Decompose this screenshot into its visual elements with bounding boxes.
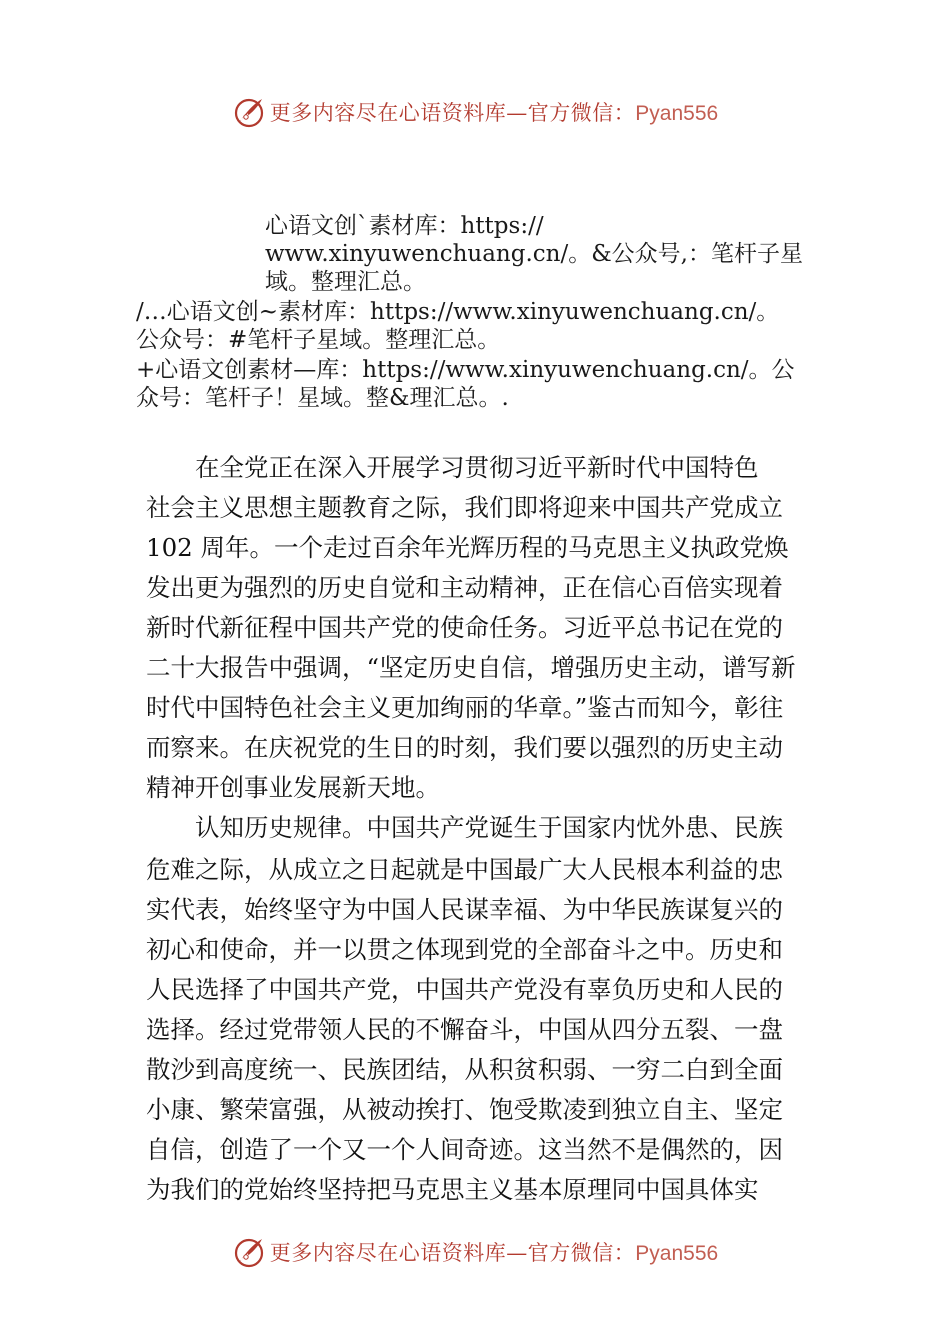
banner-text — [270, 1237, 718, 1267]
paragraph-1-line: 发出更为强烈的历史自觉和主动精神，正在信心百倍实现着 — [146, 573, 783, 602]
quill-logo-icon — [232, 95, 266, 129]
paragraph-2-line: 危难之际，从成立之日起就是中国最广大人民根本利益的忠 — [146, 855, 783, 884]
paragraph-1-line: 精神开创事业发展新天地。 — [146, 773, 440, 802]
banner-label: 更多内容尽在心语资料库—官方微信： — [269, 101, 636, 125]
paragraph-1-line: 新时代新征程中国共产党的使命任务。习近平总书记在党的 — [146, 613, 783, 642]
paragraph-2-line: 为我们的党始终坚持把马克思主义基本原理同中国具体实 — [146, 1175, 759, 1204]
watermark-line: 域。整理汇总。 — [265, 269, 426, 295]
paragraph-1-line: 时代中国特色社会主义更加绚丽的华章。”鉴古而知今，彰往 — [146, 693, 784, 722]
paragraph-2-line: 小康、繁荣富强，从被动挨打、饱受欺凌到独立自主、坚定 — [146, 1095, 783, 1124]
paragraph-2-line: 实代表，始终坚守为中国人民谋幸福、为中华民族谋复兴的 — [146, 895, 783, 924]
paragraph-2-line: 认知历史规律。中国共产党诞生于国家内忧外患、民族 — [146, 813, 783, 842]
paragraph-2-line: 人民选择了中国共产党，中国共产党没有辜负历史和人民的 — [146, 975, 783, 1004]
watermark-line: 公众号：#笔杆子星域。整理汇总。 — [136, 327, 501, 353]
paragraph-2-line: 选择。经过党带领人民的不懈奋斗，中国从四分五裂、一盘 — [146, 1015, 783, 1044]
header-banner — [0, 92, 950, 132]
footer-banner — [0, 1232, 950, 1272]
paragraph-1-line: 102 周年。一个走过百余年光辉历程的马克思主义执政党焕 — [146, 533, 789, 562]
watermark-line: 众号：笔杆子！星域。整&理汇总。. — [136, 385, 509, 411]
watermark-line: 心语文创`素材库：https:// — [265, 213, 544, 239]
paragraph-1-line: 在全党正在深入开展学习贯彻习近平新时代中国特色 — [146, 453, 759, 482]
watermark-line: +心语文创素材—库：https://www.xinyuwenchuang.cn/。公 — [136, 357, 795, 383]
paragraph-2-line: 自信，创造了一个又一个人间奇迹。这当然不是偶然的，因 — [146, 1135, 783, 1164]
watermark-line: /…心语文创~素材库：https://www.xinyuwenchuang.cn/。 — [136, 299, 780, 325]
paragraph-1-line: 社会主义思想主题教育之际，我们即将迎来中国共产党成立 — [146, 493, 783, 522]
paragraph-2-line: 散沙到高度统一、民族团结，从积贫积弱、一穷二白到全面 — [146, 1055, 783, 1084]
banner-label: 更多内容尽在心语资料库—官方微信： — [269, 1241, 636, 1265]
paragraph-2-line: 初心和使命，并一以贯之体现到党的全部奋斗之中。历史和 — [146, 935, 783, 964]
quill-logo-icon — [232, 1235, 266, 1269]
banner-wechat-id: Pyan556 — [635, 102, 719, 125]
watermark-line: www.xinyuwenchuang.cn/。&公众号,：笔杆子星 — [265, 241, 803, 267]
paragraph-1-line: 而察来。在庆祝党的生日的时刻，我们要以强烈的历史主动 — [146, 733, 783, 762]
banner-text — [270, 97, 718, 127]
banner-wechat-id: Pyan556 — [635, 1242, 719, 1265]
paragraph-1-line: 二十大报告中强调，“坚定历史自信，增强历史主动，谱写新 — [146, 653, 796, 682]
